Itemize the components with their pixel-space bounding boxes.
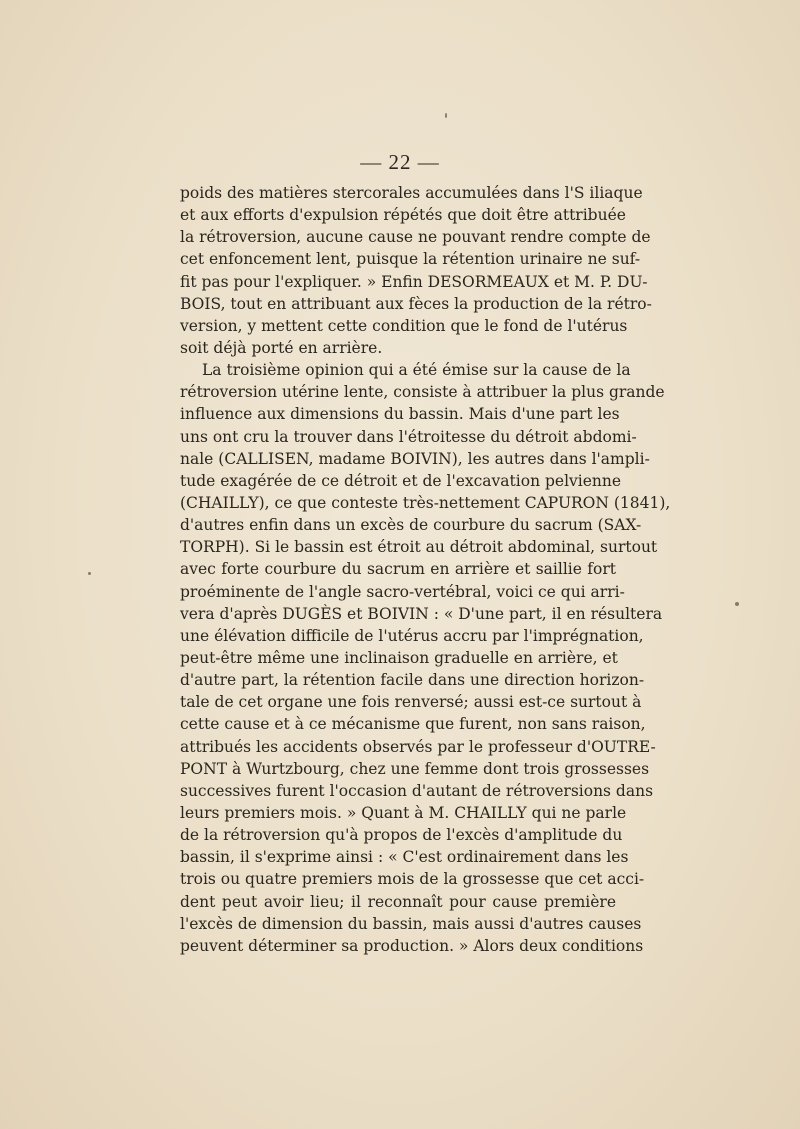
text-line: BOIS, tout en attribuant aux fèces la production de la rétro-: [180, 294, 652, 313]
text-line: bassin, il s'exprime ainsi : « C'est ordinairement dans les: [180, 848, 629, 867]
text-line: TORPH). Si le bassin est étroit au détroit abdominal, surtout: [180, 538, 658, 557]
text-line: (CHAILLY), ce que conteste très-nettement CAPURON (1841),: [180, 493, 671, 512]
text-line: fit pas pour l'expliquer. » Enfin DESORMEAUX et M. P. DU-: [180, 272, 648, 291]
paper-speck: [445, 113, 447, 118]
text-line: PONT à Wurtzbourg, chez une femme dont trois grossesses: [180, 759, 650, 778]
text-line: de la rétroversion qu'à propos de l'excès d'amplitude du: [180, 826, 623, 845]
text-line: version, y mettent cette condition que le fond de l'utérus: [180, 316, 628, 335]
text-line: tale de cet organe une fois renversé; aussi est-ce surtout à: [180, 693, 642, 712]
page-number: — 22 —: [360, 150, 440, 174]
text-line: soit déjà porté en arrière.: [180, 338, 383, 357]
text-line: attribués les accidents observés par le professeur d'OUTRE-: [180, 737, 656, 756]
text-line: trois ou quatre premiers mois de la grossesse que cet acci-: [180, 870, 645, 889]
paper-speck: [735, 602, 739, 606]
text-line: peuvent déterminer sa production. » Alors deux conditions: [180, 936, 644, 955]
text-line: poids des matières stercorales accumulées dans l'S iliaque: [180, 184, 643, 202]
text-line: d'autre part, la rétention facile dans une direction horizon-: [180, 671, 645, 690]
text-line: l'excès de dimension du bassin, mais aussi d'autres causes: [180, 914, 642, 933]
text-line: La troisième opinion qui a été émise sur la cause de la: [202, 361, 631, 380]
text-line: cet enfoncement lent, puisque la rétention urinaire ne suf-: [180, 250, 641, 269]
body-text: [180, 182, 671, 957]
text-line: leurs premiers mois. » Quant à M. CHAILLY qui ne parle: [180, 803, 627, 822]
text-line: une élévation difficile de l'utérus accru par l'imprégnation,: [180, 626, 644, 645]
text-line: uns ont cru la trouver dans l'étroitesse du détroit abdomi-: [180, 427, 637, 446]
text-line: peut-être même une inclinaison graduelle en arrière, et: [180, 648, 618, 667]
text-line: proéminente de l'angle sacro-vertébral, voici ce qui arri-: [180, 582, 625, 601]
text-line: avec forte courbure du sacrum en arrière et saillie fort: [180, 560, 616, 579]
text-line: nale (CALLISEN, madame BOIVIN), les autres dans l'ampli-: [180, 449, 650, 468]
text-line: cette cause et à ce mécanisme que furent, non sans raison,: [180, 715, 646, 734]
text-line: la rétroversion, aucune cause ne pouvant rendre compte de: [180, 228, 651, 247]
text-line: tude exagérée de ce détroit et de l'excavation pelvienne: [180, 471, 622, 490]
text-line: vera d'après DUGÈS et BOIVIN : « D'une part, il en résultera: [180, 604, 663, 623]
text-line: d'autres enfin dans un excès de courbure du sacrum (SAX-: [180, 516, 642, 535]
text-line: rétroversion utérine lente, consiste à attribuer la plus grande: [180, 383, 665, 402]
paper-speck: [88, 572, 91, 575]
text-line: dent peut avoir lieu; il reconnaît pour cause première: [180, 892, 616, 911]
text-line: et aux efforts d'expulsion répétés que doit être attribuée: [180, 206, 626, 225]
text-line: successives furent l'occasion d'autant de rétroversions dans: [180, 781, 654, 800]
text-line: influence aux dimensions du bassin. Mais d'une part les: [180, 405, 620, 424]
